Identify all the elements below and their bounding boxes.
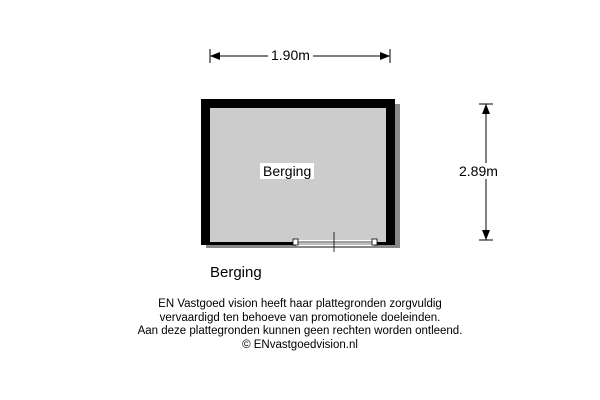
disclaimer-line: EN Vastgoed vision heeft haar plattegronden zorgvuldig	[158, 298, 442, 310]
disclaimer-line: vervaardigd ten behoeve van promotionele doeleinden.	[159, 311, 441, 324]
disclaimer-line: Aan deze plattegronden kunnen geen rechten worden ontleend.	[137, 325, 463, 337]
height-dimension-label: 2.89m	[456, 163, 501, 179]
disclaimer	[0, 298, 600, 352]
width-dimension-label: 1.90m	[268, 47, 313, 63]
floor-title: Berging	[210, 264, 262, 281]
copyright-line: © ENvastgoedvision.nl	[242, 338, 358, 351]
room-label: Berging	[260, 163, 314, 179]
